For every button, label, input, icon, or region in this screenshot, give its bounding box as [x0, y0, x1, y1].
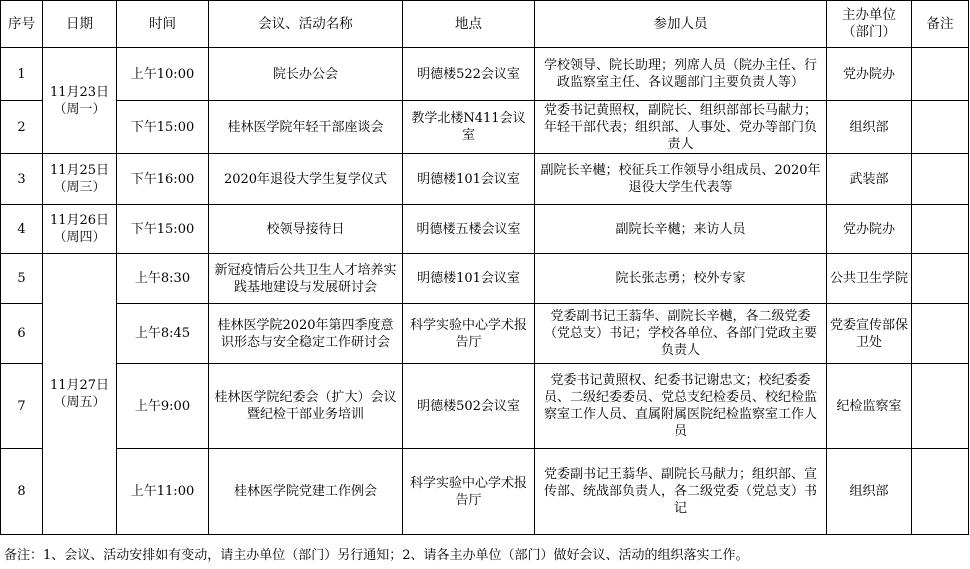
name-cell: 桂林医学院纪委会（扩大）会议暨纪检干部业务培训: [209, 364, 403, 449]
time-cell: 下午15:00: [117, 101, 209, 154]
table-row: [1, 364, 969, 449]
time-cell: 下午15:00: [117, 205, 209, 254]
header-time: 时间: [117, 1, 209, 48]
table-row: [1, 254, 969, 304]
table-row: [1, 205, 969, 254]
seq-cell: 6: [1, 304, 43, 364]
organizer-cell: 党办院办: [827, 48, 912, 101]
time-cell: 上午8:30: [117, 254, 209, 304]
seq-cell: 8: [1, 449, 43, 535]
header-date: 日期: [43, 1, 117, 48]
remarks-cell: [912, 449, 969, 535]
organizer-cell: 武装部: [827, 154, 912, 205]
remarks-cell: [912, 154, 969, 205]
name-cell: 新冠疫情后公共卫生人才培养实践基地建设与发展研讨会: [209, 254, 403, 304]
location-cell: 明德楼522会议室: [403, 48, 535, 101]
participants-cell: 副院长辛樾；校征兵工作领导小组成员、2020年退役大学生代表等: [535, 154, 827, 205]
location-cell: 明德楼101会议室: [403, 254, 535, 304]
table-row: [1, 154, 969, 205]
header-remarks: 备注: [912, 1, 969, 48]
name-cell: 桂林医学院党建工作例会: [209, 449, 403, 535]
participants-cell: 党委书记黄照权、纪委书记谢忠文；校纪委委员、二级纪委委员、党总支纪检委员、校纪检监察室工作人员、直属附属医院纪检监察室工作人员: [535, 364, 827, 449]
seq-cell: 1: [1, 48, 43, 101]
name-cell: 桂林医学院年轻干部座谈会: [209, 101, 403, 154]
date-cell: 11月26日（周四）: [43, 205, 117, 254]
name-cell: 院长办公会: [209, 48, 403, 101]
remarks-cell: [912, 364, 969, 449]
location-cell: 明德楼101会议室: [403, 154, 535, 205]
table-row: [1, 449, 969, 535]
remarks-cell: [912, 254, 969, 304]
name-cell: 校领导接待日: [209, 205, 403, 254]
location-cell: 明德楼502会议室: [403, 364, 535, 449]
table-row: [1, 101, 969, 154]
time-cell: 上午8:45: [117, 304, 209, 364]
date-cell: 11月23日（周一）: [43, 48, 117, 154]
participants-cell: 学校领导、院长助理；列席人员（院办主任、行政监察室主任、各议题部门主要负责人等）: [535, 48, 827, 101]
time-cell: 上午10:00: [117, 48, 209, 101]
participants-cell: 党委副书记王蓊华、副院长辛樾，各二级党委（党总支）书记；学校各单位、各部门党政主要负责人: [535, 304, 827, 364]
header-location: 地点: [403, 1, 535, 48]
name-cell: 桂林医学院2020年第四季度意识形态与安全稳定工作研讨会: [209, 304, 403, 364]
remarks-cell: [912, 304, 969, 364]
time-cell: 上午9:00: [117, 364, 209, 449]
time-cell: 下午16:00: [117, 154, 209, 205]
remarks-cell: [912, 101, 969, 154]
seq-cell: 5: [1, 254, 43, 304]
seq-cell: 3: [1, 154, 43, 205]
seq-cell: 2: [1, 101, 43, 154]
organizer-cell: 党办院办: [827, 205, 912, 254]
table-row: [1, 48, 969, 101]
organizer-cell: 党委宣传部保卫处: [827, 304, 912, 364]
location-cell: 明德楼五楼会议室: [403, 205, 535, 254]
table-row: [1, 304, 969, 364]
header-participants: 参加人员: [535, 1, 827, 48]
remarks-cell: [912, 48, 969, 101]
participants-cell: 副院长辛樾；来访人员: [535, 205, 827, 254]
date-cell: 11月27日（周五）: [43, 254, 117, 535]
seq-cell: 7: [1, 364, 43, 449]
participants-cell: 党委书记黄照权，副院长、组织部部长马献力；年轻干部代表；组织部、人事处、党办等部门负责人: [535, 101, 827, 154]
date-cell: 11月25日（周三）: [43, 154, 117, 205]
participants-cell: 院长张志勇；校外专家: [535, 254, 827, 304]
location-cell: 教学北楼N411会议室: [403, 101, 535, 154]
organizer-cell: 组织部: [827, 101, 912, 154]
participants-cell: 党委副书记王蓊华、副院长马献力；组织部、宣传部、统战部负责人，各二级党委（党总支）书记: [535, 449, 827, 535]
organizer-cell: 组织部: [827, 449, 912, 535]
time-cell: 上午11:00: [117, 449, 209, 535]
header-organizer: 主办单位（部门）: [827, 1, 912, 48]
footnote: 备注：1、会议、活动安排如有变动，请主办单位（部门）另行通知；2、请各主办单位（部门）做好会议、活动的组织落实工作。: [4, 548, 749, 563]
remarks-cell: [912, 205, 969, 254]
name-cell: 2020年退役大学生复学仪式: [209, 154, 403, 205]
header-seq: 序号: [1, 1, 43, 48]
location-cell: 科学实验中心学术报告厅: [403, 449, 535, 535]
organizer-cell: 纪检监察室: [827, 364, 912, 449]
header-name: 会议、活动名称: [209, 1, 403, 48]
seq-cell: 4: [1, 205, 43, 254]
organizer-cell: 公共卫生学院: [827, 254, 912, 304]
header-row: [1, 1, 969, 48]
location-cell: 科学实验中心学术报告厅: [403, 304, 535, 364]
